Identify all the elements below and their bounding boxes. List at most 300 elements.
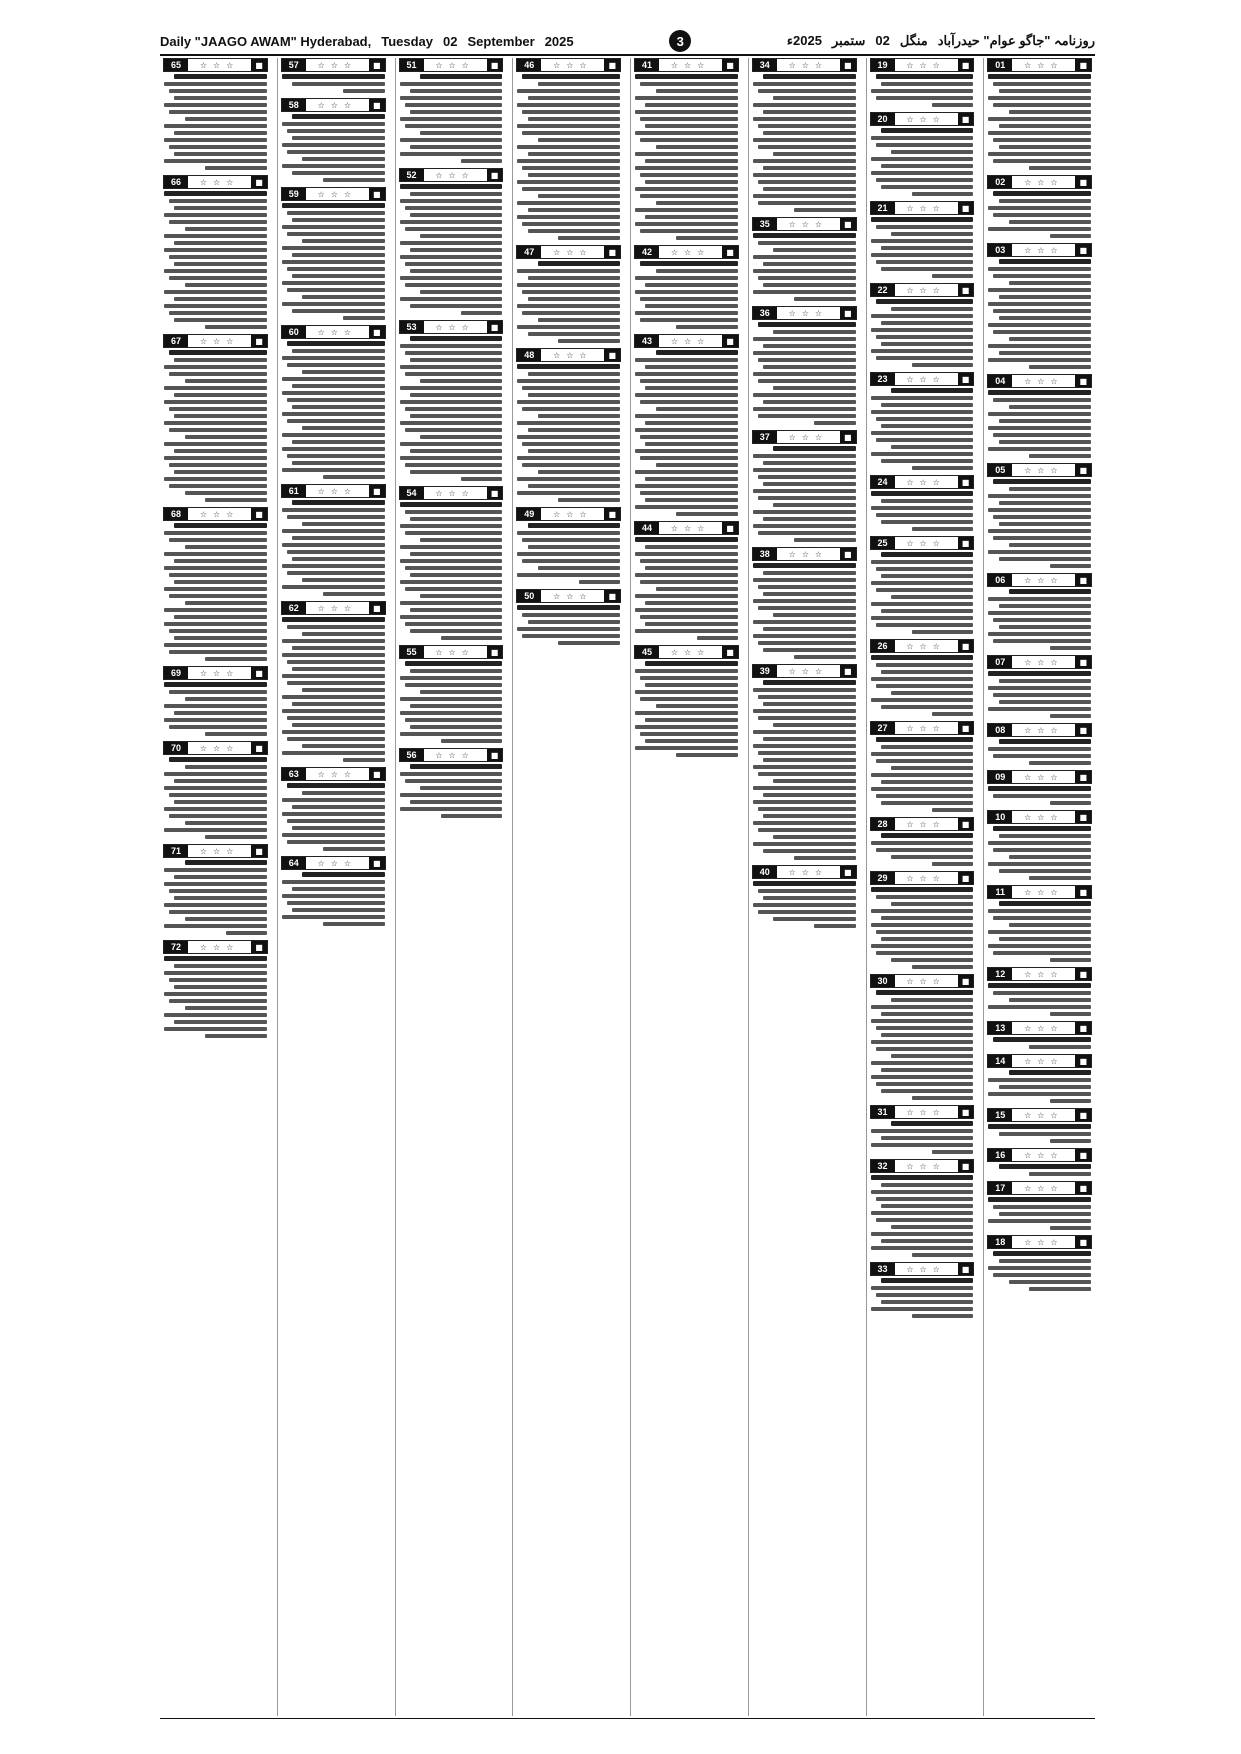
text-line [993, 848, 1091, 852]
text-line [292, 309, 384, 313]
text-line [635, 537, 738, 542]
text-line [876, 143, 974, 147]
notice-item [281, 767, 386, 851]
notice-body [870, 128, 975, 196]
star-divider-icon: ☆☆☆ [317, 189, 358, 199]
notice-item [987, 573, 1092, 650]
notice-number: 10 [988, 811, 1012, 823]
notice-header [987, 1181, 1092, 1195]
text-line [169, 463, 267, 467]
text-line [763, 166, 855, 170]
text-line [420, 234, 502, 238]
text-line [420, 538, 502, 542]
text-line [343, 758, 384, 762]
text-line [891, 232, 973, 236]
notice-item [987, 1054, 1092, 1103]
text-line [169, 725, 267, 729]
text-line [763, 758, 855, 762]
text-line [1009, 487, 1091, 491]
star-divider-icon: ☆☆☆ [199, 60, 240, 70]
text-line [881, 1012, 973, 1016]
text-line [164, 365, 267, 369]
year-urdu: 2025ء [786, 33, 822, 48]
text-line [753, 510, 856, 514]
text-line [517, 491, 620, 495]
text-line [292, 82, 384, 86]
text-line [794, 655, 856, 659]
text-line [645, 103, 737, 107]
text-line [174, 206, 266, 210]
notice-item [987, 967, 1092, 1016]
text-line [287, 211, 385, 215]
text-line [912, 363, 974, 367]
text-line [164, 828, 267, 832]
text-line [640, 138, 738, 142]
text-line [164, 903, 267, 907]
notice-item [281, 98, 386, 182]
text-line [164, 992, 267, 996]
text-line [993, 330, 1091, 334]
text-line [174, 800, 266, 804]
text-line [758, 606, 856, 610]
notice-item [752, 865, 857, 928]
notice-header [634, 645, 739, 659]
text-line [871, 1211, 974, 1215]
text-line [763, 793, 855, 797]
notice-item [163, 844, 268, 935]
notice-item [399, 748, 504, 818]
text-line [993, 991, 1091, 995]
text-line [164, 643, 267, 647]
text-line [814, 924, 855, 928]
notice-number: 55 [400, 646, 424, 658]
text-line [292, 461, 384, 465]
text-line [169, 255, 267, 259]
notice-body [870, 299, 975, 367]
text-line [169, 484, 267, 488]
text-line [174, 523, 266, 528]
notice-header [281, 484, 386, 498]
text-line [871, 909, 974, 913]
notice-label-icon: ■ [958, 59, 974, 71]
text-line [988, 983, 1091, 988]
text-line [282, 812, 385, 816]
notice-number: 38 [753, 548, 777, 560]
notice-header [752, 58, 857, 72]
text-line [205, 166, 267, 170]
notice-item [516, 507, 621, 584]
text-line [164, 971, 267, 975]
text-line [988, 930, 1091, 934]
star-divider-icon: ☆☆☆ [1024, 887, 1064, 897]
text-line [164, 718, 267, 722]
text-line [405, 103, 503, 107]
text-line [405, 531, 503, 535]
notice-body [987, 1124, 1092, 1143]
star-divider-icon: ☆☆☆ [199, 177, 240, 187]
text-line [753, 468, 856, 472]
text-line [932, 862, 973, 866]
text-line [164, 552, 267, 556]
year-english: 2025 [544, 33, 574, 49]
text-line [758, 751, 856, 755]
star-divider-icon: ☆☆☆ [1024, 177, 1064, 187]
text-line [993, 274, 1091, 278]
masthead [160, 30, 1095, 52]
text-line [645, 718, 737, 722]
star-divider-icon: ☆☆☆ [906, 477, 946, 487]
notice-number: 32 [871, 1160, 895, 1172]
text-line [1029, 454, 1091, 458]
notice-label-icon: ■ [958, 722, 974, 734]
text-line [410, 449, 502, 453]
text-line [999, 199, 1091, 203]
text-line [640, 117, 738, 121]
text-line [881, 246, 973, 250]
text-line [876, 356, 974, 360]
text-line [400, 615, 503, 619]
text-line [656, 587, 738, 591]
star-divider-icon: ☆☆☆ [788, 549, 829, 559]
text-line [522, 442, 620, 446]
text-line [292, 887, 384, 891]
text-line [871, 581, 974, 585]
text-line [871, 698, 974, 702]
text-line [169, 220, 267, 224]
notice-item [987, 1181, 1092, 1230]
notice-body [399, 336, 504, 481]
text-line [185, 697, 267, 701]
text-line [988, 131, 1091, 135]
text-line [645, 283, 737, 287]
text-line [988, 323, 1091, 327]
text-line [558, 498, 620, 502]
text-line [528, 173, 620, 177]
notice-label-icon: ■ [722, 59, 738, 71]
notice-item [281, 856, 386, 926]
text-line [635, 222, 738, 226]
text-line [635, 449, 738, 453]
notice-number: 19 [871, 59, 895, 71]
notice-label-icon: ■ [840, 665, 856, 677]
text-line [405, 510, 503, 514]
text-line [876, 299, 974, 304]
text-line [441, 636, 503, 640]
text-line [287, 150, 385, 154]
text-line [420, 435, 502, 439]
text-line [758, 889, 856, 893]
text-line [400, 601, 503, 605]
text-line [999, 739, 1091, 744]
text-line [871, 1075, 974, 1079]
text-line [292, 702, 384, 706]
text-line [999, 604, 1091, 608]
notice-label-icon: ■ [604, 590, 620, 602]
text-line [912, 192, 974, 196]
text-line [287, 398, 385, 402]
text-line [988, 426, 1091, 430]
notice-number: 70 [164, 742, 188, 754]
notice-item [163, 507, 268, 661]
text-line [292, 908, 384, 912]
text-line [410, 517, 502, 521]
text-line [400, 711, 503, 715]
text-line [169, 538, 267, 542]
text-line [758, 910, 856, 914]
text-line [763, 648, 855, 652]
text-line [871, 655, 974, 660]
text-line [174, 779, 266, 783]
text-line [999, 1085, 1091, 1089]
text-line [645, 622, 737, 626]
text-line [400, 502, 503, 507]
text-line [635, 152, 738, 156]
text-line [932, 808, 973, 812]
text-line [758, 201, 856, 205]
text-line [185, 860, 267, 865]
text-line [517, 269, 620, 273]
text-line [871, 1190, 974, 1194]
text-line [1050, 714, 1091, 718]
text-line [302, 522, 384, 526]
notice-item [281, 601, 386, 762]
text-line [185, 601, 267, 605]
text-line [287, 737, 385, 741]
notice-column [866, 58, 978, 1716]
notice-label-icon: ■ [958, 202, 974, 214]
text-line [891, 388, 973, 393]
text-line [1009, 337, 1091, 341]
text-line [635, 74, 738, 79]
text-line [999, 124, 1091, 128]
text-line [988, 152, 1091, 156]
notice-body [870, 491, 975, 531]
text-line [753, 372, 856, 376]
notice-body [281, 872, 386, 926]
text-line [635, 484, 738, 488]
notice-item [870, 372, 975, 470]
text-line [164, 290, 267, 294]
text-line [871, 253, 974, 257]
notice-item [752, 58, 857, 212]
notice-number: 36 [753, 307, 777, 319]
text-line [640, 732, 738, 736]
notice-header [987, 723, 1092, 737]
star-divider-icon: ☆☆☆ [670, 647, 711, 657]
text-line [410, 358, 502, 362]
notice-label-icon: ■ [958, 640, 974, 652]
notice-label-icon: ■ [958, 113, 974, 125]
text-line [988, 302, 1091, 306]
text-line [282, 377, 385, 381]
notice-item [752, 547, 857, 659]
notice-body [870, 217, 975, 278]
text-line [522, 110, 620, 114]
notice-body [281, 74, 386, 93]
text-line [410, 145, 502, 149]
text-line [169, 889, 267, 893]
notice-number: 63 [282, 768, 306, 780]
text-line [773, 503, 855, 507]
notice-header [870, 974, 975, 988]
notice-body [870, 737, 975, 812]
text-line [753, 489, 856, 493]
text-line [292, 646, 384, 650]
text-line [753, 82, 856, 86]
text-line [164, 531, 267, 535]
notice-number: 68 [164, 508, 188, 520]
text-line [988, 597, 1091, 601]
text-line [753, 620, 856, 624]
notice-body [516, 261, 621, 343]
text-line [169, 978, 267, 982]
notice-header [281, 58, 386, 72]
notice-header [281, 325, 386, 339]
text-line [871, 923, 974, 927]
text-line [640, 318, 738, 322]
star-divider-icon: ☆☆☆ [1024, 1023, 1064, 1033]
text-line [174, 470, 266, 474]
notice-number: 18 [988, 1236, 1012, 1248]
text-line [169, 89, 267, 93]
text-line [292, 500, 384, 505]
notice-header [870, 1262, 975, 1276]
text-line [891, 902, 973, 906]
text-line [517, 400, 620, 404]
notice-number: 48 [517, 349, 541, 361]
notice-body [987, 589, 1092, 650]
text-line [988, 632, 1091, 636]
notice-body [752, 680, 857, 860]
text-line [302, 632, 384, 636]
text-line [999, 259, 1091, 264]
notice-item [870, 817, 975, 866]
text-line [932, 274, 973, 278]
text-line [282, 391, 385, 395]
text-line [169, 407, 267, 411]
text-line [876, 513, 974, 517]
notice-header [634, 521, 739, 535]
text-line [292, 440, 384, 444]
text-line [287, 288, 385, 292]
text-line [763, 131, 855, 135]
text-line [400, 421, 503, 425]
text-line [405, 206, 503, 210]
star-divider-icon: ☆☆☆ [906, 538, 946, 548]
text-line [323, 475, 385, 479]
notice-label-icon: ■ [369, 768, 385, 780]
text-line [763, 517, 855, 521]
text-line [528, 229, 620, 233]
text-line [405, 683, 503, 687]
text-line [881, 574, 973, 578]
text-line [164, 386, 267, 390]
notice-header [870, 1105, 975, 1119]
notice-number: 08 [988, 724, 1012, 736]
text-line [517, 573, 620, 577]
star-divider-icon: ☆☆☆ [553, 350, 593, 360]
notice-label-icon: ■ [369, 188, 385, 200]
text-line [558, 339, 620, 343]
text-line [656, 350, 738, 355]
notice-body [870, 1278, 975, 1318]
text-line [292, 405, 384, 409]
notice-body [281, 203, 386, 320]
text-line [164, 608, 267, 612]
text-line [635, 594, 738, 598]
notice-body [634, 261, 739, 329]
text-line [645, 124, 737, 128]
text-line [758, 807, 856, 811]
text-line [881, 916, 973, 920]
text-line [881, 1204, 973, 1208]
notice-label-icon: ■ [958, 1106, 974, 1118]
text-line [988, 707, 1091, 711]
text-line [758, 585, 856, 589]
text-line [697, 636, 738, 640]
notice-number: 30 [871, 975, 895, 987]
notice-header [281, 98, 386, 112]
text-line [881, 705, 973, 709]
text-line [993, 191, 1091, 196]
star-divider-icon: ☆☆☆ [1024, 1237, 1064, 1247]
text-line [753, 173, 856, 177]
notice-label-icon: ■ [722, 522, 738, 534]
notice-number: 05 [988, 464, 1012, 476]
text-line [185, 821, 267, 825]
notice-body [281, 114, 386, 182]
text-line [640, 615, 738, 619]
notice-number: 58 [282, 99, 306, 111]
notice-body [634, 350, 739, 516]
notice-body [163, 682, 268, 736]
text-line [988, 1266, 1091, 1270]
day-english: Tuesday [381, 33, 434, 49]
text-line [871, 171, 974, 175]
notice-number: 37 [753, 431, 777, 443]
text-line [763, 110, 855, 114]
notice-body [870, 990, 975, 1100]
text-line [871, 506, 974, 510]
text-line [794, 538, 856, 542]
text-line [932, 1150, 973, 1154]
star-divider-icon: ☆☆☆ [1024, 725, 1064, 735]
text-line [891, 150, 973, 154]
star-divider-icon: ☆☆☆ [1024, 1110, 1064, 1120]
notice-label-icon: ■ [958, 373, 974, 385]
text-line [753, 744, 856, 748]
text-line [174, 393, 266, 397]
notice-item [634, 645, 739, 757]
text-line [999, 419, 1091, 423]
text-line [292, 136, 384, 140]
text-line [405, 407, 503, 411]
text-line [558, 641, 620, 645]
text-line [876, 930, 974, 934]
notice-body [870, 655, 975, 716]
text-line [881, 1300, 973, 1304]
text-line [185, 917, 267, 921]
notice-label-icon: ■ [958, 872, 974, 884]
text-line [871, 1246, 974, 1250]
notice-label-icon: ■ [840, 548, 856, 560]
text-line [763, 702, 855, 706]
text-line [1009, 110, 1091, 114]
text-line [871, 1061, 974, 1065]
notice-body [516, 605, 621, 645]
text-line [517, 124, 620, 128]
text-line [635, 393, 738, 397]
